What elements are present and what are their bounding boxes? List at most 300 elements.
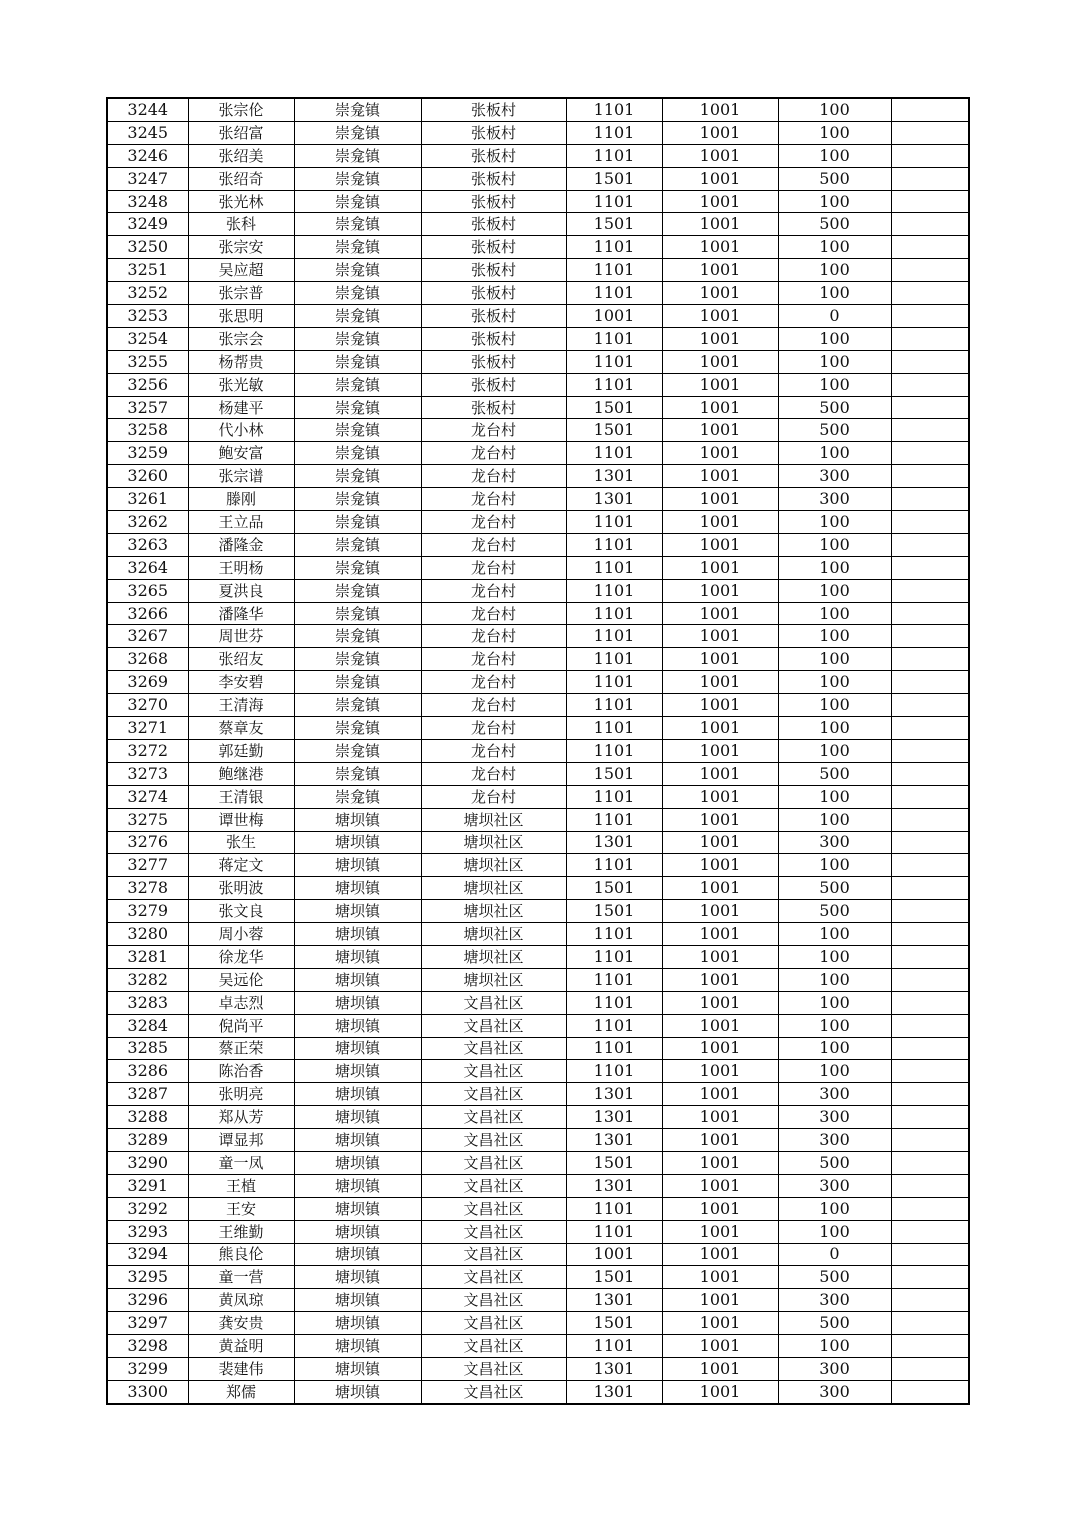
code-a-cell: 1501 [566, 419, 662, 442]
amount-cell: 100 [778, 739, 891, 762]
amount-cell: 0 [778, 305, 891, 328]
code-a-cell: 1101 [566, 350, 662, 373]
person-name-cell: 谭显邦 [188, 1129, 294, 1152]
amount-cell: 300 [778, 488, 891, 511]
person-name-cell: 鲍继港 [188, 762, 294, 785]
code-a-cell: 1001 [566, 305, 662, 328]
village-name-cell: 张板村 [421, 190, 566, 213]
code-b-cell: 1001 [662, 579, 778, 602]
table-row [107, 625, 969, 648]
amount-cell: 100 [778, 968, 891, 991]
row-number-cell: 3271 [107, 717, 188, 740]
table-row [107, 854, 969, 877]
table-row [107, 167, 969, 190]
amount-cell: 300 [778, 465, 891, 488]
code-a-cell: 1501 [566, 213, 662, 236]
row-number-cell: 3295 [107, 1266, 188, 1289]
table-row [107, 1266, 969, 1289]
note-cell [891, 1197, 969, 1220]
row-number-cell: 3288 [107, 1106, 188, 1129]
row-number-cell: 3300 [107, 1380, 188, 1403]
town-name-cell: 崇龛镇 [294, 121, 421, 144]
code-b-cell: 1001 [662, 1312, 778, 1335]
person-name-cell: 张明波 [188, 877, 294, 900]
town-name-cell: 塘坝镇 [294, 991, 421, 1014]
person-name-cell: 王清银 [188, 785, 294, 808]
note-cell [891, 1083, 969, 1106]
note-cell [891, 259, 969, 282]
person-name-cell: 张生 [188, 831, 294, 854]
note-cell [891, 305, 969, 328]
code-b-cell: 1001 [662, 1380, 778, 1403]
code-a-cell: 1101 [566, 785, 662, 808]
town-name-cell: 崇龛镇 [294, 282, 421, 305]
note-cell [891, 442, 969, 465]
village-name-cell: 龙台村 [421, 694, 566, 717]
person-name-cell: 王安 [188, 1197, 294, 1220]
note-cell [891, 1220, 969, 1243]
village-name-cell: 张板村 [421, 98, 566, 121]
row-number-cell: 3260 [107, 465, 188, 488]
code-b-cell: 1001 [662, 121, 778, 144]
village-name-cell: 文昌社区 [421, 1197, 566, 1220]
row-number-cell: 3286 [107, 1060, 188, 1083]
note-cell [891, 1266, 969, 1289]
note-cell [891, 1014, 969, 1037]
code-b-cell: 1001 [662, 1220, 778, 1243]
town-name-cell: 崇龛镇 [294, 533, 421, 556]
village-name-cell: 张板村 [421, 167, 566, 190]
person-name-cell: 童一凤 [188, 1151, 294, 1174]
town-name-cell: 塘坝镇 [294, 1083, 421, 1106]
code-a-cell: 1101 [566, 854, 662, 877]
code-b-cell: 1001 [662, 671, 778, 694]
village-name-cell: 文昌社区 [421, 1380, 566, 1403]
town-name-cell: 崇龛镇 [294, 739, 421, 762]
code-a-cell: 1101 [566, 533, 662, 556]
village-name-cell: 文昌社区 [421, 991, 566, 1014]
code-a-cell: 1101 [566, 625, 662, 648]
row-number-cell: 3273 [107, 762, 188, 785]
amount-cell: 100 [778, 98, 891, 121]
amount-cell: 100 [778, 694, 891, 717]
amount-cell: 100 [778, 1220, 891, 1243]
table-row [107, 236, 969, 259]
village-name-cell: 龙台村 [421, 739, 566, 762]
amount-cell: 500 [778, 877, 891, 900]
row-number-cell: 3293 [107, 1220, 188, 1243]
table-row [107, 1243, 969, 1266]
code-b-cell: 1001 [662, 831, 778, 854]
code-b-cell: 1001 [662, 556, 778, 579]
person-name-cell: 裴建伟 [188, 1357, 294, 1380]
village-name-cell: 龙台村 [421, 579, 566, 602]
code-a-cell: 1501 [566, 1312, 662, 1335]
code-b-cell: 1001 [662, 442, 778, 465]
person-name-cell: 张科 [188, 213, 294, 236]
village-name-cell: 文昌社区 [421, 1014, 566, 1037]
village-name-cell: 文昌社区 [421, 1335, 566, 1358]
village-name-cell: 龙台村 [421, 556, 566, 579]
table-row [107, 1335, 969, 1358]
person-name-cell: 杨帮贵 [188, 350, 294, 373]
village-name-cell: 张板村 [421, 121, 566, 144]
row-number-cell: 3280 [107, 923, 188, 946]
amount-cell: 100 [778, 945, 891, 968]
town-name-cell: 崇龛镇 [294, 579, 421, 602]
amount-cell: 100 [778, 144, 891, 167]
code-a-cell: 1501 [566, 1266, 662, 1289]
table-row [107, 968, 969, 991]
town-name-cell: 崇龛镇 [294, 396, 421, 419]
code-a-cell: 1001 [566, 1243, 662, 1266]
town-name-cell: 崇龛镇 [294, 511, 421, 534]
code-a-cell: 1101 [566, 648, 662, 671]
table-row [107, 1289, 969, 1312]
code-a-cell: 1101 [566, 717, 662, 740]
code-a-cell: 1101 [566, 694, 662, 717]
code-b-cell: 1001 [662, 1243, 778, 1266]
village-name-cell: 文昌社区 [421, 1083, 566, 1106]
code-b-cell: 1001 [662, 167, 778, 190]
code-b-cell: 1001 [662, 854, 778, 877]
amount-cell: 100 [778, 991, 891, 1014]
town-name-cell: 崇龛镇 [294, 762, 421, 785]
code-a-cell: 1101 [566, 259, 662, 282]
amount-cell: 100 [778, 327, 891, 350]
village-name-cell: 龙台村 [421, 602, 566, 625]
code-b-cell: 1001 [662, 1129, 778, 1152]
code-a-cell: 1101 [566, 282, 662, 305]
code-b-cell: 1001 [662, 991, 778, 1014]
note-cell [891, 785, 969, 808]
table-row [107, 900, 969, 923]
note-cell [891, 694, 969, 717]
town-name-cell: 崇龛镇 [294, 648, 421, 671]
row-number-cell: 3250 [107, 236, 188, 259]
amount-cell: 100 [778, 442, 891, 465]
village-name-cell: 塘坝社区 [421, 854, 566, 877]
amount-cell: 500 [778, 419, 891, 442]
table-row [107, 808, 969, 831]
row-number-cell: 3244 [107, 98, 188, 121]
village-name-cell: 文昌社区 [421, 1129, 566, 1152]
table-row [107, 533, 969, 556]
table-row [107, 694, 969, 717]
note-cell [891, 739, 969, 762]
table-row [107, 121, 969, 144]
row-number-cell: 3298 [107, 1335, 188, 1358]
code-a-cell: 1301 [566, 1174, 662, 1197]
row-number-cell: 3281 [107, 945, 188, 968]
person-name-cell: 王立品 [188, 511, 294, 534]
code-b-cell: 1001 [662, 144, 778, 167]
person-name-cell: 徐龙华 [188, 945, 294, 968]
town-name-cell: 塘坝镇 [294, 1129, 421, 1152]
row-number-cell: 3290 [107, 1151, 188, 1174]
row-number-cell: 3247 [107, 167, 188, 190]
village-name-cell: 文昌社区 [421, 1243, 566, 1266]
code-a-cell: 1101 [566, 556, 662, 579]
person-name-cell: 张宗谱 [188, 465, 294, 488]
code-a-cell: 1101 [566, 144, 662, 167]
code-a-cell: 1101 [566, 602, 662, 625]
person-name-cell: 杨建平 [188, 396, 294, 419]
row-number-cell: 3274 [107, 785, 188, 808]
table-row [107, 556, 969, 579]
table-row [107, 488, 969, 511]
note-cell [891, 945, 969, 968]
village-name-cell: 塘坝社区 [421, 900, 566, 923]
code-a-cell: 1101 [566, 671, 662, 694]
row-number-cell: 3257 [107, 396, 188, 419]
village-name-cell: 张板村 [421, 236, 566, 259]
village-name-cell: 文昌社区 [421, 1312, 566, 1335]
code-b-cell: 1001 [662, 877, 778, 900]
person-name-cell: 潘隆金 [188, 533, 294, 556]
note-cell [891, 923, 969, 946]
person-name-cell: 吴应超 [188, 259, 294, 282]
row-number-cell: 3276 [107, 831, 188, 854]
row-number-cell: 3266 [107, 602, 188, 625]
village-name-cell: 龙台村 [421, 648, 566, 671]
village-name-cell: 张板村 [421, 213, 566, 236]
person-name-cell: 张文良 [188, 900, 294, 923]
amount-cell: 300 [778, 1357, 891, 1380]
note-cell [891, 1357, 969, 1380]
town-name-cell: 塘坝镇 [294, 877, 421, 900]
village-name-cell: 张板村 [421, 327, 566, 350]
village-name-cell: 张板村 [421, 144, 566, 167]
code-a-cell: 1101 [566, 327, 662, 350]
code-b-cell: 1001 [662, 694, 778, 717]
person-name-cell: 谭世梅 [188, 808, 294, 831]
code-b-cell: 1001 [662, 968, 778, 991]
person-name-cell: 张光敏 [188, 373, 294, 396]
person-name-cell: 张光林 [188, 190, 294, 213]
town-name-cell: 塘坝镇 [294, 1060, 421, 1083]
town-name-cell: 塘坝镇 [294, 968, 421, 991]
table-row [107, 991, 969, 1014]
person-name-cell: 张绍美 [188, 144, 294, 167]
person-name-cell: 张思明 [188, 305, 294, 328]
table-row [107, 1014, 969, 1037]
note-cell [891, 877, 969, 900]
code-b-cell: 1001 [662, 373, 778, 396]
town-name-cell: 崇龛镇 [294, 98, 421, 121]
code-a-cell: 1501 [566, 877, 662, 900]
note-cell [891, 98, 969, 121]
row-number-cell: 3282 [107, 968, 188, 991]
table-row [107, 1220, 969, 1243]
town-name-cell: 塘坝镇 [294, 1312, 421, 1335]
row-number-cell: 3297 [107, 1312, 188, 1335]
table-row [107, 305, 969, 328]
table-row [107, 144, 969, 167]
code-b-cell: 1001 [662, 1197, 778, 1220]
village-name-cell: 龙台村 [421, 488, 566, 511]
village-name-cell: 塘坝社区 [421, 945, 566, 968]
amount-cell: 100 [778, 350, 891, 373]
town-name-cell: 塘坝镇 [294, 1174, 421, 1197]
town-name-cell: 塘坝镇 [294, 1289, 421, 1312]
town-name-cell: 塘坝镇 [294, 1335, 421, 1358]
amount-cell: 100 [778, 785, 891, 808]
note-cell [891, 1151, 969, 1174]
note-cell [891, 236, 969, 259]
amount-cell: 100 [778, 1060, 891, 1083]
town-name-cell: 崇龛镇 [294, 465, 421, 488]
row-number-cell: 3284 [107, 1014, 188, 1037]
note-cell [891, 419, 969, 442]
amount-cell: 300 [778, 831, 891, 854]
amount-cell: 300 [778, 1129, 891, 1152]
person-name-cell: 张明亮 [188, 1083, 294, 1106]
village-name-cell: 文昌社区 [421, 1037, 566, 1060]
code-b-cell: 1001 [662, 98, 778, 121]
amount-cell: 100 [778, 808, 891, 831]
town-name-cell: 塘坝镇 [294, 1151, 421, 1174]
note-cell [891, 968, 969, 991]
roster-body [107, 98, 969, 1404]
code-b-cell: 1001 [662, 511, 778, 534]
table-row [107, 717, 969, 740]
person-name-cell: 王维勤 [188, 1220, 294, 1243]
note-cell [891, 648, 969, 671]
table-row [107, 465, 969, 488]
town-name-cell: 塘坝镇 [294, 1106, 421, 1129]
town-name-cell: 塘坝镇 [294, 1220, 421, 1243]
amount-cell: 500 [778, 900, 891, 923]
code-b-cell: 1001 [662, 533, 778, 556]
code-a-cell: 1301 [566, 1129, 662, 1152]
note-cell [891, 1380, 969, 1403]
row-number-cell: 3261 [107, 488, 188, 511]
code-b-cell: 1001 [662, 1060, 778, 1083]
table-row [107, 1197, 969, 1220]
row-number-cell: 3277 [107, 854, 188, 877]
row-number-cell: 3299 [107, 1357, 188, 1380]
person-name-cell: 蔡正荣 [188, 1037, 294, 1060]
amount-cell: 500 [778, 1151, 891, 1174]
person-name-cell: 郑从芳 [188, 1106, 294, 1129]
row-number-cell: 3264 [107, 556, 188, 579]
table-row [107, 762, 969, 785]
person-name-cell: 张宗会 [188, 327, 294, 350]
town-name-cell: 塘坝镇 [294, 1197, 421, 1220]
note-cell [891, 717, 969, 740]
code-a-cell: 1101 [566, 579, 662, 602]
code-a-cell: 1301 [566, 831, 662, 854]
note-cell [891, 808, 969, 831]
town-name-cell: 塘坝镇 [294, 1243, 421, 1266]
village-name-cell: 龙台村 [421, 465, 566, 488]
village-name-cell: 张板村 [421, 305, 566, 328]
note-cell [891, 373, 969, 396]
table-row [107, 350, 969, 373]
row-number-cell: 3253 [107, 305, 188, 328]
note-cell [891, 556, 969, 579]
village-name-cell: 张板村 [421, 350, 566, 373]
row-number-cell: 3255 [107, 350, 188, 373]
row-number-cell: 3265 [107, 579, 188, 602]
table-row [107, 213, 969, 236]
code-b-cell: 1001 [662, 945, 778, 968]
code-b-cell: 1001 [662, 1266, 778, 1289]
code-b-cell: 1001 [662, 923, 778, 946]
person-name-cell: 代小林 [188, 419, 294, 442]
note-cell [891, 762, 969, 785]
code-a-cell: 1101 [566, 442, 662, 465]
village-name-cell: 文昌社区 [421, 1060, 566, 1083]
code-a-cell: 1301 [566, 1357, 662, 1380]
table-row [107, 1151, 969, 1174]
town-name-cell: 塘坝镇 [294, 900, 421, 923]
note-cell [891, 1335, 969, 1358]
amount-cell: 500 [778, 762, 891, 785]
village-name-cell: 龙台村 [421, 442, 566, 465]
code-a-cell: 1301 [566, 465, 662, 488]
row-number-cell: 3249 [107, 213, 188, 236]
town-name-cell: 崇龛镇 [294, 442, 421, 465]
row-number-cell: 3254 [107, 327, 188, 350]
amount-cell: 100 [778, 511, 891, 534]
person-name-cell: 卓志烈 [188, 991, 294, 1014]
code-a-cell: 1501 [566, 167, 662, 190]
table-row [107, 579, 969, 602]
town-name-cell: 崇龛镇 [294, 671, 421, 694]
table-row [107, 259, 969, 282]
village-name-cell: 文昌社区 [421, 1220, 566, 1243]
note-cell [891, 1174, 969, 1197]
code-a-cell: 1101 [566, 121, 662, 144]
table-row [107, 419, 969, 442]
table-row [107, 1312, 969, 1335]
town-name-cell: 崇龛镇 [294, 419, 421, 442]
row-number-cell: 3268 [107, 648, 188, 671]
town-name-cell: 崇龛镇 [294, 785, 421, 808]
person-name-cell: 陈治香 [188, 1060, 294, 1083]
town-name-cell: 崇龛镇 [294, 259, 421, 282]
note-cell [891, 602, 969, 625]
person-name-cell: 郑儒 [188, 1380, 294, 1403]
note-cell [891, 1289, 969, 1312]
person-name-cell: 鲍安富 [188, 442, 294, 465]
note-cell [891, 488, 969, 511]
town-name-cell: 塘坝镇 [294, 945, 421, 968]
note-cell [891, 1037, 969, 1060]
code-a-cell: 1101 [566, 373, 662, 396]
amount-cell: 100 [778, 556, 891, 579]
amount-cell: 500 [778, 1266, 891, 1289]
person-name-cell: 黄凤琼 [188, 1289, 294, 1312]
amount-cell: 500 [778, 167, 891, 190]
amount-cell: 100 [778, 373, 891, 396]
code-b-cell: 1001 [662, 739, 778, 762]
table-row [107, 396, 969, 419]
code-a-cell: 1101 [566, 945, 662, 968]
person-name-cell: 周小蓉 [188, 923, 294, 946]
amount-cell: 100 [778, 1014, 891, 1037]
note-cell [891, 900, 969, 923]
row-number-cell: 3263 [107, 533, 188, 556]
table-row [107, 1083, 969, 1106]
table-row [107, 648, 969, 671]
row-number-cell: 3267 [107, 625, 188, 648]
table-row [107, 327, 969, 350]
amount-cell: 100 [778, 602, 891, 625]
code-b-cell: 1001 [662, 327, 778, 350]
